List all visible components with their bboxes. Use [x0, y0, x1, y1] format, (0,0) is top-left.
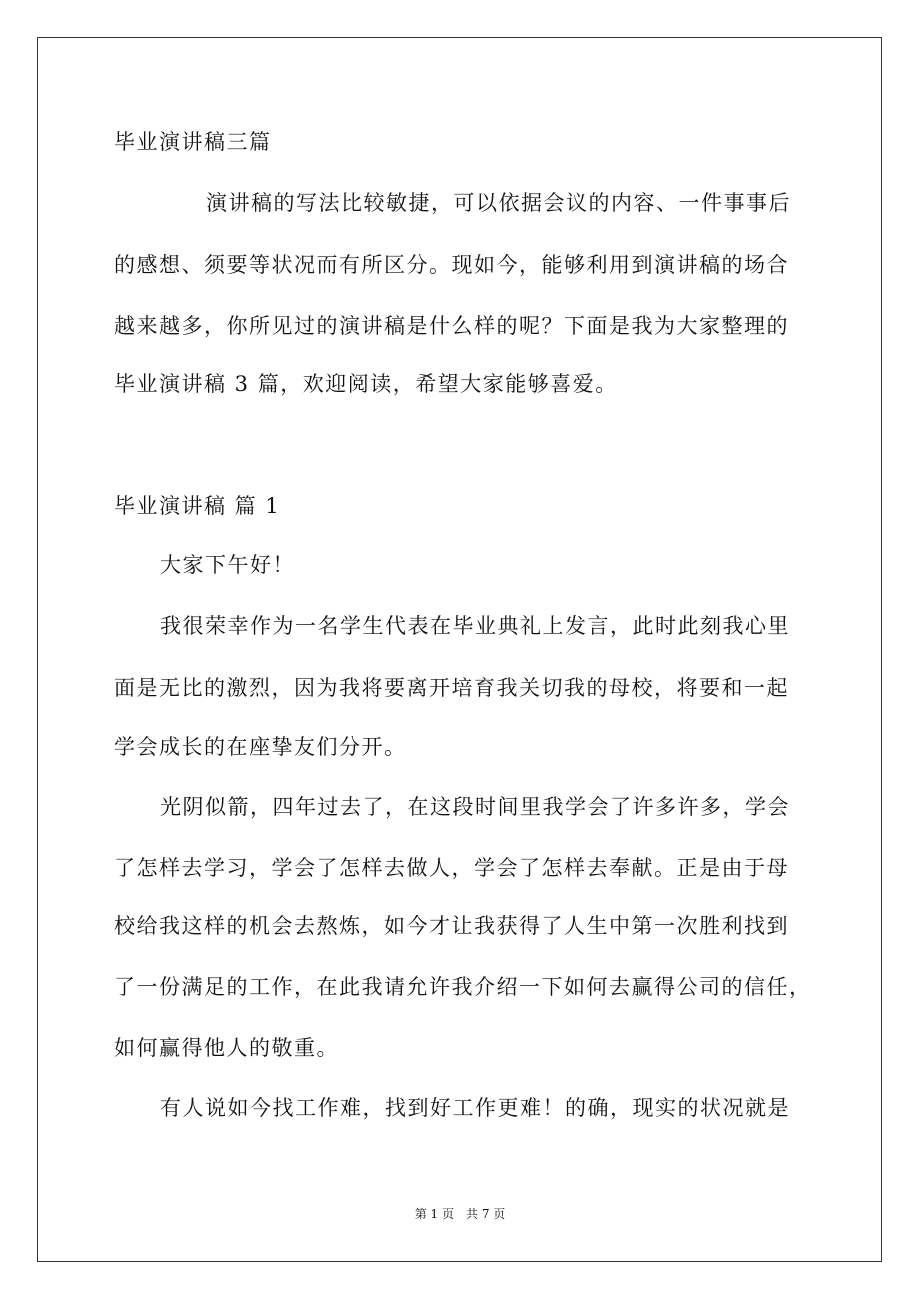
paragraph2-line-2: 了怎样去学习，学会了怎样去做人，学会了怎样去奉献。正是由于母 — [114, 856, 789, 880]
intro-line-3: 越来越多，你所见过的演讲稿是什么样的呢？下面是我为大家整理的 — [114, 314, 789, 338]
paragraph1-line-2: 面是无比的激烈，因为我将要离开培育我关切我的母校，将要和一起 — [114, 676, 789, 700]
paragraph2-line-5: 如何赢得他人的敬重。 — [114, 1036, 339, 1060]
paragraph1-line-1: 我很荣幸作为一名学生代表在毕业典礼上发言，此时此刻我心里 — [160, 614, 790, 638]
paragraph2-line-3: 校给我这样的机会去熬炼，如今才让我获得了人生中第一次胜利找到 — [114, 914, 789, 938]
section-heading: 毕业演讲稿 篇 1 — [114, 494, 281, 518]
intro-line-1: 演讲稿的写法比较敏捷，可以依据会议的内容、一件事事后 — [206, 191, 791, 215]
intro-line-2: 的感想、须要等状况而有所区分。现如今，能够利用到演讲稿的场合 — [114, 253, 789, 277]
paragraph3-line-1: 有人说如今找工作难，找到好工作更难！的确，现实的状况就是 — [160, 1096, 790, 1120]
document-title: 毕业演讲稿三篇 — [114, 130, 272, 154]
paragraph1-line-3: 学会成长的在座挚友们分开。 — [114, 735, 407, 759]
page-number-label: 第 1 页 共 7 页 — [414, 1207, 506, 1221]
page-border — [37, 37, 882, 1262]
paragraph2-line-4: 了一份满足的工作，在此我请允许我介绍一下如何去赢得公司的信任， — [114, 975, 812, 999]
intro-line-4: 毕业演讲稿 3 篇，欢迎阅读，希望大家能够喜爱。 — [114, 372, 618, 396]
paragraph2-line-1: 光阴似箭，四年过去了，在这段时间里我学会了许多许多，学会 — [160, 795, 790, 819]
greeting: 大家下午好！ — [160, 553, 295, 577]
page-footer — [0, 1206, 920, 1222]
